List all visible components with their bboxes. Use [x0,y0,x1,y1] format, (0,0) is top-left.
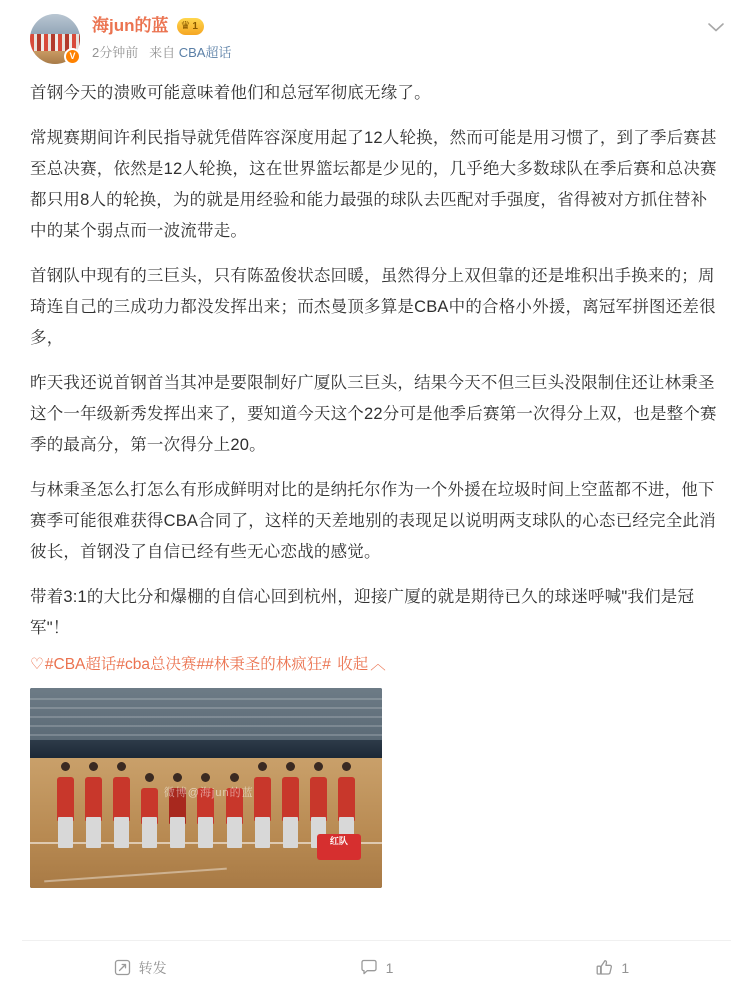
comment-icon [360,959,378,976]
like-count: 1 [621,959,630,976]
chevron-down-icon[interactable] [705,16,727,38]
comment-button[interactable] [258,941,494,994]
post-paragraph: 首钢队中现有的三巨头，只有陈盈俊状态回暖，虽然得分上双但靠的还是堆积出手换来的；周琦连自己的三成功力都没发挥出来；而杰曼顶多算是CBA中的合格小外援，离冠军拼图还差很多， [30,267,716,347]
collapse-text-button[interactable]: 收起 [337,656,369,673]
post-tags [22,652,731,678]
repost-icon [114,959,131,976]
topic-tag[interactable]: #CBA超话 [44,656,117,673]
like-icon [596,959,613,976]
source-link[interactable]: CBA超话 [178,45,232,60]
comment-count: 1 [385,959,394,976]
topic-tag[interactable]: #cba总决赛# [116,656,206,673]
repost-label: 转发 [138,959,167,976]
post-paragraph: 昨天我还说首钢首当其冲是要限制好广厦队三巨头，结果今天不但三巨头没限制住还让林秉圣这个一年级新秀发挥出来了，要知道今天这个22分可是他季后赛第一次得分上双，也是整个赛季的最高分，第一次得分上20。 [30,374,717,454]
verified-badge-icon: V [64,48,81,65]
post-content [22,78,731,644]
photo-corner-badge: 红队 [317,834,361,860]
member-level-label: 1 [192,20,198,32]
team-photo-players [55,760,358,852]
collapse-caret-icon[interactable]: ︿ [370,656,386,673]
post-meta [92,44,731,62]
post-paragraph: 首钢今天的溃败可能意味着他们和总冠军彻底无缘了。 [30,84,431,102]
post-time: 2分钟前 [92,45,139,60]
heart-icon: ♡ [30,656,44,673]
repost-button[interactable] [22,941,258,994]
post-header [22,14,731,64]
post-paragraph: 带着3:1的大比分和爆棚的自信心回到杭州，迎接广厦的就是期待已久的球迷呼喊"我们是冠军"！ [30,588,695,637]
photo-watermark: 微博@海jun的蓝 [163,787,254,799]
post-photo[interactable] [30,688,382,888]
post-paragraph: 与林秉圣怎么打怎么有形成鲜明对比的是纳托尔作为一个外援在垃圾时间上空蓝都不进，他下赛季可能很难获得CBA合同了，这样的天差地别的表现足以说明两支球队的心态已经完全此消彼长，首钢没了自信已经有些无心恋战的感觉。 [30,481,716,561]
avatar[interactable] [30,14,80,64]
post-paragraph: 常规赛期间许利民指导就凭借阵容深度用起了12人轮换，然而可能是用习惯了，到了季后赛甚至总决赛，依然是12人轮换，这在世界篮坛都是少见的，几乎绝大多数球队在季后赛和总决赛都只用8人的轮换，为的就是用经验和能力最强的球队去匹配对手强度，省得被对方抓住替补中的某个弱点而一波流带走。 [30,129,717,240]
like-button[interactable] [495,941,731,994]
author-name[interactable]: 海jun的蓝 [92,16,169,35]
topic-tag[interactable]: #林秉圣的林疯狂# [205,656,331,673]
crown-icon: ♛ 1 [177,18,204,35]
source-prefix: 来自 [149,45,176,60]
post-action-bar [22,940,731,994]
